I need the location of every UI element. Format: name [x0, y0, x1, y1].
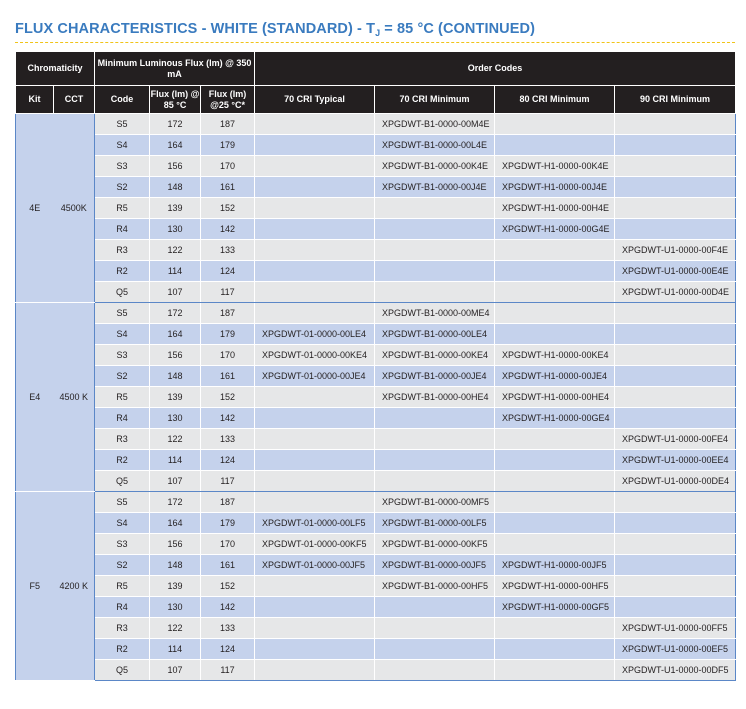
cri70-minimum-cell: XPGDWT-B1-0000-00LF5 [375, 513, 495, 534]
title-prefix: FLUX CHARACTERISTICS - WHITE (STANDARD) - T [15, 21, 376, 37]
kit-header: Kit [16, 86, 54, 114]
flux85-cell: 156 [150, 345, 201, 366]
flux25-cell: 179 [201, 135, 255, 156]
cri80-minimum-cell [495, 450, 615, 471]
code-cell: S4 [95, 324, 150, 345]
flux85-cell: 107 [150, 282, 201, 303]
code-cell: S2 [95, 177, 150, 198]
kit-cell: 4E [16, 114, 54, 303]
code-cell: R2 [95, 450, 150, 471]
code-cell: R5 [95, 576, 150, 597]
flux85-cell: 130 [150, 219, 201, 240]
table-row [16, 387, 736, 408]
cri90-minimum-cell [615, 408, 736, 429]
cri80-minimum-cell: XPGDWT-H1-0000-00H4E [495, 198, 615, 219]
cri70-typical-cell [255, 114, 375, 135]
cri90-minimum-cell [615, 387, 736, 408]
flux85-cell: 122 [150, 240, 201, 261]
table-row [16, 324, 736, 345]
flux25-cell: 142 [201, 597, 255, 618]
cri90-minimum-cell: XPGDWT-U1-0000-00FE4 [615, 429, 736, 450]
code-cell: S4 [95, 135, 150, 156]
flux85-cell: 114 [150, 450, 201, 471]
flux85-cell: 172 [150, 492, 201, 513]
cri70-minimum-cell [375, 219, 495, 240]
cri80-minimum-cell [495, 324, 615, 345]
flux85-cell: 156 [150, 534, 201, 555]
cri80-minimum-cell [495, 513, 615, 534]
table-row [16, 198, 736, 219]
flux25-cell: 124 [201, 450, 255, 471]
cri70-minimum-cell: XPGDWT-B1-0000-00KE4 [375, 345, 495, 366]
table-row [16, 408, 736, 429]
code-cell: Q5 [95, 660, 150, 681]
kit-cell: F5 [16, 492, 54, 681]
flux85-cell: 172 [150, 114, 201, 135]
cri80-minimum-cell: XPGDWT-H1-0000-00JF5 [495, 555, 615, 576]
cri90-minimum-cell: XPGDWT-U1-0000-00EF5 [615, 639, 736, 660]
cri90-minimum-cell [615, 576, 736, 597]
cri90-minimum-cell [615, 156, 736, 177]
code-cell: S2 [95, 366, 150, 387]
cct-cell: 4500K [54, 114, 95, 303]
flux25-cell: 170 [201, 345, 255, 366]
cri90-minimum-header: 90 CRI Minimum [615, 86, 736, 114]
flux85-cell: 139 [150, 576, 201, 597]
code-cell: R3 [95, 429, 150, 450]
code-cell: R5 [95, 198, 150, 219]
code-cell: R2 [95, 261, 150, 282]
table-row [16, 240, 736, 261]
code-cell: R3 [95, 240, 150, 261]
flux85-cell: 148 [150, 177, 201, 198]
cri90-minimum-cell [615, 555, 736, 576]
code-cell: S4 [95, 513, 150, 534]
cri70-minimum-cell [375, 282, 495, 303]
cri70-minimum-cell [375, 408, 495, 429]
table-row [16, 156, 736, 177]
cct-cell: 4200 K [54, 492, 95, 681]
table-row [16, 429, 736, 450]
cri70-minimum-header: 70 CRI Minimum [375, 86, 495, 114]
cri70-minimum-cell [375, 198, 495, 219]
page-title [15, 21, 535, 38]
code-cell: R4 [95, 408, 150, 429]
cri90-minimum-cell [615, 324, 736, 345]
flux85-cell: 107 [150, 660, 201, 681]
flux85-cell: 122 [150, 618, 201, 639]
table-row [16, 597, 736, 618]
cri70-minimum-cell [375, 240, 495, 261]
cri70-typical-cell [255, 471, 375, 492]
flux85-cell: 139 [150, 198, 201, 219]
table-row [16, 135, 736, 156]
code-cell: S3 [95, 345, 150, 366]
cri70-minimum-cell [375, 660, 495, 681]
cri90-minimum-cell [615, 303, 736, 324]
table-row [16, 114, 736, 135]
table-row [16, 660, 736, 681]
code-cell: R3 [95, 618, 150, 639]
cri70-typical-cell: XPGDWT-01-0000-00JF5 [255, 555, 375, 576]
cri90-minimum-cell: XPGDWT-U1-0000-00EE4 [615, 450, 736, 471]
code-cell: S3 [95, 534, 150, 555]
cri70-minimum-cell: XPGDWT-B1-0000-00HF5 [375, 576, 495, 597]
cri80-minimum-cell [495, 618, 615, 639]
cri80-minimum-cell: XPGDWT-H1-0000-00HE4 [495, 387, 615, 408]
flux25-cell: 117 [201, 660, 255, 681]
code-cell: S2 [95, 555, 150, 576]
flux25-cell: 117 [201, 471, 255, 492]
flux85-cell: 114 [150, 261, 201, 282]
code-cell: R4 [95, 597, 150, 618]
table-row [16, 282, 736, 303]
cri70-typical-cell [255, 387, 375, 408]
cri70-minimum-cell: XPGDWT-B1-0000-00MF5 [375, 492, 495, 513]
title-suffix: = 85 °C (CONTINUED) [380, 21, 536, 37]
cri70-minimum-cell [375, 597, 495, 618]
flux25-cell: 124 [201, 639, 255, 660]
cri70-typical-cell [255, 303, 375, 324]
flux25-cell: 152 [201, 198, 255, 219]
table-row [16, 555, 736, 576]
cri90-minimum-cell [615, 219, 736, 240]
cri80-minimum-cell [495, 492, 615, 513]
cri70-typical-cell [255, 240, 375, 261]
cri90-minimum-cell: XPGDWT-U1-0000-00DF5 [615, 660, 736, 681]
cri80-minimum-cell [495, 135, 615, 156]
cri70-typical-cell: XPGDWT-01-0000-00JE4 [255, 366, 375, 387]
code-cell: R5 [95, 387, 150, 408]
table-row [16, 639, 736, 660]
flux85-cell: 130 [150, 408, 201, 429]
cri90-minimum-cell [615, 177, 736, 198]
table-row [16, 513, 736, 534]
flux25-cell: 133 [201, 618, 255, 639]
code-cell: S5 [95, 114, 150, 135]
cri70-typical-cell: XPGDWT-01-0000-00KE4 [255, 345, 375, 366]
cri70-minimum-cell [375, 261, 495, 282]
code-cell: R4 [95, 219, 150, 240]
cri70-minimum-cell: XPGDWT-B1-0000-00M4E [375, 114, 495, 135]
flux85-cell: 164 [150, 324, 201, 345]
cri70-typical-cell: XPGDWT-01-0000-00KF5 [255, 534, 375, 555]
cri90-minimum-cell [615, 114, 736, 135]
flux85-cell: 164 [150, 135, 201, 156]
cri70-typical-cell [255, 156, 375, 177]
cri70-minimum-cell: XPGDWT-B1-0000-00L4E [375, 135, 495, 156]
cri70-typical-cell [255, 282, 375, 303]
title-divider [15, 42, 735, 43]
table-row [16, 471, 736, 492]
title-subscript: J [375, 28, 381, 38]
cri70-typical-cell [255, 408, 375, 429]
cri90-minimum-cell: XPGDWT-U1-0000-00E4E [615, 261, 736, 282]
cri80-minimum-cell [495, 429, 615, 450]
cri80-minimum-cell [495, 660, 615, 681]
cri80-minimum-cell: XPGDWT-H1-0000-00G4E [495, 219, 615, 240]
cri70-minimum-cell: XPGDWT-B1-0000-00JE4 [375, 366, 495, 387]
cri80-minimum-cell [495, 114, 615, 135]
code-cell: S5 [95, 492, 150, 513]
cri80-minimum-cell [495, 303, 615, 324]
code-cell: Q5 [95, 471, 150, 492]
cri70-typical-cell [255, 219, 375, 240]
cri70-typical-cell [255, 135, 375, 156]
cri70-typical-cell [255, 597, 375, 618]
cri70-minimum-cell [375, 639, 495, 660]
table-row [16, 177, 736, 198]
table-row [16, 261, 736, 282]
cri90-minimum-cell [615, 198, 736, 219]
cri90-minimum-cell [615, 135, 736, 156]
chromaticity-header: Chromaticity [16, 52, 95, 86]
table-row [16, 219, 736, 240]
flux25-cell: 161 [201, 177, 255, 198]
code-cell: S3 [95, 156, 150, 177]
flux25-cell: 133 [201, 240, 255, 261]
flux25-header: Flux (lm) @25 °C* [201, 86, 255, 114]
flux25-cell: 170 [201, 156, 255, 177]
table-row [16, 450, 736, 471]
cri70-minimum-cell: XPGDWT-B1-0000-00ME4 [375, 303, 495, 324]
flux85-cell: 139 [150, 387, 201, 408]
flux25-cell: 133 [201, 429, 255, 450]
code-cell: S5 [95, 303, 150, 324]
order-codes-header: Order Codes [255, 52, 736, 86]
cri70-typical-cell [255, 261, 375, 282]
cri80-minimum-cell: XPGDWT-H1-0000-00JE4 [495, 366, 615, 387]
flux85-cell: 172 [150, 303, 201, 324]
cri80-minimum-cell [495, 261, 615, 282]
cri70-minimum-cell [375, 618, 495, 639]
flux25-cell: 187 [201, 303, 255, 324]
cri70-typical-cell [255, 639, 375, 660]
cri70-typical-cell [255, 492, 375, 513]
cri70-minimum-cell: XPGDWT-B1-0000-00LE4 [375, 324, 495, 345]
cri90-minimum-cell: XPGDWT-U1-0000-00D4E [615, 282, 736, 303]
flux25-cell: 142 [201, 219, 255, 240]
code-header: Code [95, 86, 150, 114]
cri70-minimum-cell [375, 471, 495, 492]
cri70-minimum-cell: XPGDWT-B1-0000-00JF5 [375, 555, 495, 576]
cct-cell: 4500 K [54, 303, 95, 492]
cri70-minimum-cell: XPGDWT-B1-0000-00HE4 [375, 387, 495, 408]
table-row [16, 366, 736, 387]
cri80-minimum-cell [495, 282, 615, 303]
cri70-typical-cell: XPGDWT-01-0000-00LE4 [255, 324, 375, 345]
table-row [16, 618, 736, 639]
cri90-minimum-cell [615, 492, 736, 513]
flux85-cell: 156 [150, 156, 201, 177]
flux85-cell: 130 [150, 597, 201, 618]
flux85-cell: 107 [150, 471, 201, 492]
table-row [16, 576, 736, 597]
cri70-typical-cell [255, 618, 375, 639]
cri90-minimum-cell: XPGDWT-U1-0000-00DE4 [615, 471, 736, 492]
cri80-minimum-cell: XPGDWT-H1-0000-00KE4 [495, 345, 615, 366]
cri70-typical-cell: XPGDWT-01-0000-00LF5 [255, 513, 375, 534]
code-cell: Q5 [95, 282, 150, 303]
cri90-minimum-cell: XPGDWT-U1-0000-00FF5 [615, 618, 736, 639]
flux25-cell: 187 [201, 492, 255, 513]
flux25-cell: 179 [201, 513, 255, 534]
cri80-minimum-cell [495, 534, 615, 555]
flux85-header: Flux (lm) @ 85 °C [150, 86, 201, 114]
cct-header: CCT [54, 86, 95, 114]
table-body [16, 114, 736, 681]
flux25-cell: 179 [201, 324, 255, 345]
cri70-typical-cell [255, 450, 375, 471]
table-row [16, 303, 736, 324]
flux25-cell: 152 [201, 576, 255, 597]
flux25-cell: 161 [201, 555, 255, 576]
cri80-minimum-cell: XPGDWT-H1-0000-00GF5 [495, 597, 615, 618]
flux-table [15, 51, 736, 681]
cri70-typical-header: 70 CRI Typical [255, 86, 375, 114]
cri70-minimum-cell: XPGDWT-B1-0000-00K4E [375, 156, 495, 177]
cri80-minimum-cell: XPGDWT-H1-0000-00K4E [495, 156, 615, 177]
cri90-minimum-cell [615, 366, 736, 387]
flux25-cell: 117 [201, 282, 255, 303]
flux85-cell: 114 [150, 639, 201, 660]
flux25-cell: 161 [201, 366, 255, 387]
flux25-cell: 124 [201, 261, 255, 282]
cri80-minimum-cell [495, 471, 615, 492]
flux85-cell: 122 [150, 429, 201, 450]
table-row [16, 345, 736, 366]
cri70-typical-cell [255, 177, 375, 198]
cri70-minimum-cell: XPGDWT-B1-0000-00J4E [375, 177, 495, 198]
cri90-minimum-cell: XPGDWT-U1-0000-00F4E [615, 240, 736, 261]
cri80-minimum-cell: XPGDWT-H1-0000-00GE4 [495, 408, 615, 429]
flux25-cell: 142 [201, 408, 255, 429]
flux85-cell: 148 [150, 555, 201, 576]
cri70-typical-cell [255, 429, 375, 450]
cri70-minimum-cell [375, 429, 495, 450]
cri70-minimum-cell [375, 450, 495, 471]
cri70-minimum-cell: XPGDWT-B1-0000-00KF5 [375, 534, 495, 555]
cri90-minimum-cell [615, 597, 736, 618]
flux25-cell: 187 [201, 114, 255, 135]
flux85-cell: 164 [150, 513, 201, 534]
cri80-minimum-cell: XPGDWT-H1-0000-00J4E [495, 177, 615, 198]
table-row [16, 534, 736, 555]
cri90-minimum-cell [615, 513, 736, 534]
cri70-typical-cell [255, 660, 375, 681]
kit-cell: E4 [16, 303, 54, 492]
cri70-typical-cell [255, 198, 375, 219]
table-row [16, 492, 736, 513]
cri90-minimum-cell [615, 534, 736, 555]
cri80-minimum-cell [495, 240, 615, 261]
flux85-cell: 148 [150, 366, 201, 387]
flux25-cell: 170 [201, 534, 255, 555]
cri90-minimum-cell [615, 345, 736, 366]
cri80-minimum-cell: XPGDWT-H1-0000-00HF5 [495, 576, 615, 597]
cri80-minimum-header: 80 CRI Minimum [495, 86, 615, 114]
flux25-cell: 152 [201, 387, 255, 408]
min-flux-header: Minimum Luminous Flux (lm) @ 350 mA [95, 52, 255, 86]
code-cell: R2 [95, 639, 150, 660]
cri80-minimum-cell [495, 639, 615, 660]
cri70-typical-cell [255, 576, 375, 597]
